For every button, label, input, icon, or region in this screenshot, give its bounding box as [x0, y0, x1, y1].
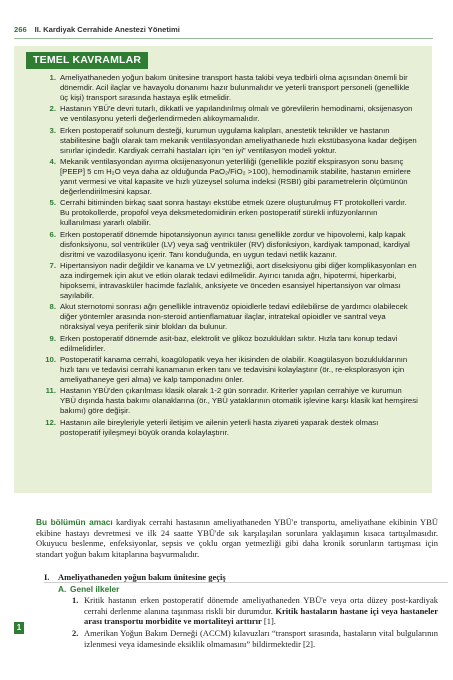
list-item: 3. Erken postoperatif solunum desteği, kurumun uygulama kalıpları, anestetik teknikler ve hastanın stabilitesine bağlı olarak tam mekanik ventilasyondan ameliyathanede hızlı ekstübasyona kadar değişen sınırlar içindedir. Kardiyak cerrahi hastaları için “en iyi” ventilasyon modeli yoktur. [49, 125, 417, 155]
outline-level-1: I. Ameliyathaneden yoğun bakım ünitesine geçiş [44, 572, 226, 582]
outline-item: 2. Amerikan Yoğun Bakım Derneği (ACCM) kılavuzları “transport sırasında, hastaların vital bulgularının izlenmesi veya idamesinde eksiklik olmamasını” bildirmektedir [2]. [72, 627, 438, 649]
list-item: 5. Cerrahi bitiminden birkaç saat sonra hastayı ekstübe etmek üzere oluşturulmuş FT protokolleri vardır. Bu protokollerde, propofol veya deksmetedomidinin erken postoperatif sürekli infüzyonlarının kullanılması yararlı olabilir. [49, 198, 407, 228]
list-item: 6. Erken postoperatif dönemde hipotansiyonun ayırıcı tanısı genellikle zordur ve hipovolemi, kalp kapak disfonksiyonu, sol ventriküler (LV) veya sağ ventriküler (RV) disfonksiyon, kardiyak tamponad, kardiyal disritmi ve vazodilasyonu içerir. Tanı konduğunda, en uygun tedavi netlik kazanır. [49, 229, 410, 259]
key-concepts-box [14, 46, 432, 493]
list-item: 11. Hastanın YBÜ'den çıkarılması klasik olarak 1-2 gün sonradır. Kriterler yapılan cerrahiye ve kurumun YBÜ dışında hasta bakımı olanaklarına (ör., YBÜ yataklarının otomatik işlevine karşı klasik kat hemşiresi bakımı) göre değişir. [45, 386, 418, 416]
intro-paragraph [36, 517, 438, 559]
list-item: 8. Akut sternotomi sonrası ağrı genellikle intravenöz opioidlerle tedavi edilebilirse de yardımcı olabilecek diğer yöntemler arasında non-steroid antienflamatuar ilaçlar, intratekal opioidler ve santral veya nöraksiyal veya periferik sinir blokları da bulunur. [49, 302, 408, 332]
list-item: 2. Hastanın YBÜ'e devri tutarlı, dikkatli ve yapılandırılmış olmalı ve görevlilerin hemodinami, oksijenasyon ve ventilasyonu yeterli değerlendirmeden alıkoymamalıdır. [49, 104, 413, 124]
section-title: II. Kardiyak Cerrahide Anestezi Yönetimi [34, 24, 180, 34]
header-rule [14, 38, 433, 39]
list-item: 10. Postoperatif kanama cerrahi, koagülopatik veya her ikisinden de olabilir. Koagülasyon bozukluklarının hızlı tanı ve tedavisi cerrahi kanamanın erken tanı ve tedavisini kolaylaştırır (ör., re-eksplorasyon için ameliyathaneye geri alma) ve kalp tamponadını önler. [45, 354, 408, 385]
key-concepts-list [14, 73, 418, 439]
list-item: 4. Mekanik ventilasyondan ayırma oksijenasyonun yeterliliği (genellikle pozitif ekspirasyon sonu basınç [PEEP] 5 cm H₂O veya daha az olduğunda PaO₂/FiO₂ >100), hemodinamik stabilite, hastanın emirlere yanıt vermesi ve vital kapasite ve hızlı yüzeysel soluma indeksi (RSBI) gibi parametrelerin ölçümünün değerlendirilmesini kapsar. [49, 156, 411, 197]
list-item: 7. Hipertansiyon nadir değildir ve kanama ve LV yetmezliği, aort diseksiyonu gibi diğer komplikasyonları en aza indirgemek için akut ve etkin olarak tedavi edilmelidir. Ayırıcı tanıda ağrı, hipotermi, hiperkarbi, hipoksemi, intravasküler hacimde fazlalık, anksiyete ve önceden esansiyel hipertansiyon var olması sayılabilir. [49, 260, 417, 301]
running-header [14, 22, 433, 36]
list-item: 12. Hastanın aile bireyleriyle yeterli iletişim ve ailenin yeterli hasta ziyareti yaparak destek olması postoperatif iyileşmeyi büyük oranda kolaylaştırır. [45, 417, 379, 437]
intro-text: kardiyak cerrahi hastasının ameliyathaneden YBÜ'e transportu, ameliyathane ekibinin YBÜ ekibine hastayı devretmesi ve ilk 24 saatte YBÜ'de sık karşılaşılan sorunlara yaklaşımın kısaca tartışılmasıdır. Okuyucu beslenme, enfeksiyonlar, sepsis ve çoklu organ yetmezliği gibi daha kronik sorunların tartışması için standart yoğun bakım kitaplarına başvurmalıdır. [36, 517, 439, 559]
page-number: 266 [14, 24, 27, 34]
intro-lead: Bu bölümün amacı [36, 517, 113, 527]
chapter-outline [36, 572, 438, 649]
outline-divider [44, 582, 448, 583]
outline-level-2: A. Genel ilkeler [58, 583, 120, 594]
list-item: 1. Ameliyathaneden yoğun bakım ünitesine transport hasta takibi veya tedbirli olma açısından önemli bir dönemdir. Acil ilaçlar ve havayolu donanımı hazır bulunmalıdır ve yeterli transport personeli (genellikle üç kişi) transport sırasında hastaya eşlik etmelidir. [49, 73, 410, 103]
outline-item: 1. Kritik hastanın erken postoperatif dönemde ameliyathaneden YBÜ'e veya orta düzey post-kardiyak cerrahi derlenme alanına taşınması riskli bir durumdur. Kritik hastaların hastane içi veya hastaneler arası transportu morbidite ve mortaliteyi arttırır [1]. [72, 595, 438, 627]
margin-reference-badge: 1 [14, 622, 24, 634]
list-item: 9. Erken postoperatif dönemde asit-baz, elektrolit ve glikoz bozuklukları sıktır. Hızla tanı konup tedavi edilmelidirler. [49, 333, 398, 353]
key-concepts-title: TEMEL KAVRAMLAR [26, 52, 148, 69]
